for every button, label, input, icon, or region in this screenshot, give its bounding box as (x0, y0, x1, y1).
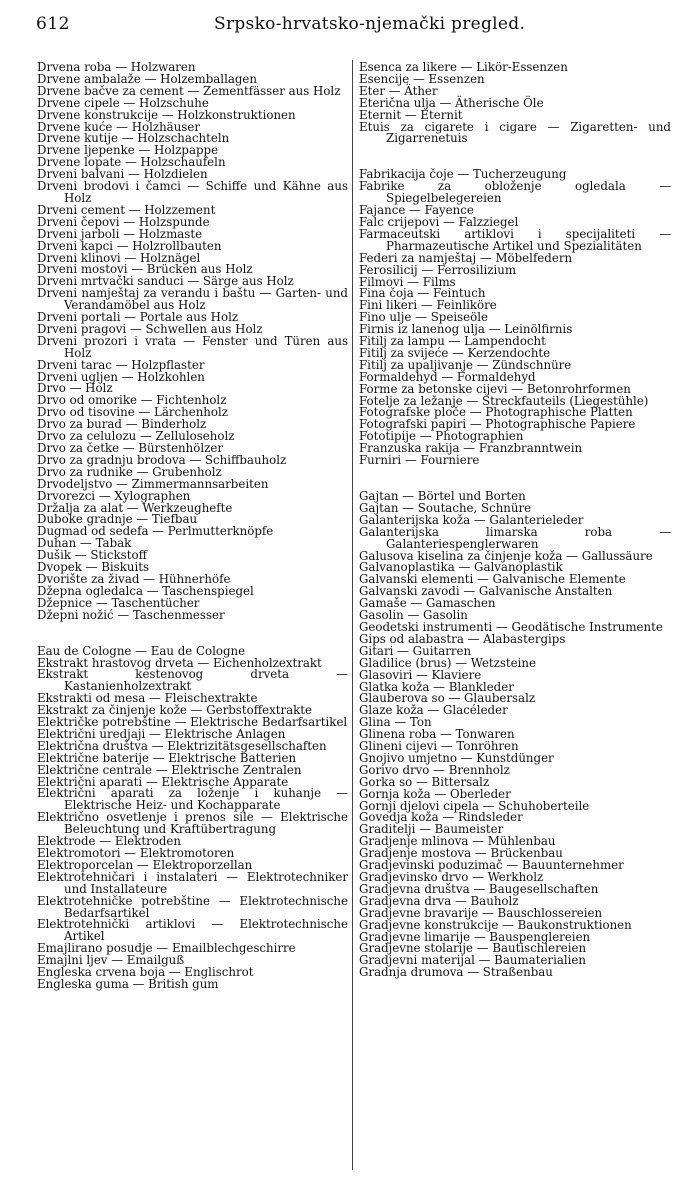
dictionary-entry: Galvanski zavodi — Galvanische Anstalten (359, 584, 613, 599)
dictionary-entry: Fitilj za lampu — Lampendocht (359, 334, 546, 349)
dictionary-entry: Glina — Ton (359, 715, 432, 730)
dictionary-entry: Firnis iz lanenog ulja — Leinölfirnis (359, 322, 573, 337)
dictionary-entry: Drveni mrtvački sanduci — Särge aus Holz (37, 274, 294, 289)
section-gap (37, 622, 348, 646)
dictionary-entry: Drveni cement — Holzzement (37, 202, 216, 217)
dictionary-entry: Duhan — Tabak (37, 536, 132, 551)
dictionary-entry: Džepnice — Taschentücher (37, 595, 200, 610)
dictionary-entry: Farmaceutski artiklovi i specijaliteti — Pharmazeutische Artikel und Spezialitäten (359, 226, 671, 253)
dictionary-entry: Električne centrale — Elektrische Zentralen (37, 762, 302, 777)
dictionary-entry: Ekstrakti od mesa — Fleischextrakte (37, 691, 258, 706)
dictionary-entry: Drvene bačve za cement — Zementfässer aus Holz (37, 83, 341, 98)
dictionary-entry: Držalja za alat — Werkzeughefte (37, 500, 233, 515)
dictionary-entry: Emajlirano posudje — Emailblechgeschirre (37, 941, 296, 956)
dictionary-entry: Eter — Äther (359, 83, 438, 98)
dictionary-entry: Gorka so — Bittersalz (359, 774, 490, 789)
dictionary-entry: Eternit — Eternit (359, 107, 463, 122)
dictionary-entry: Eau de Cologne — Eau de Cologne (37, 643, 246, 658)
dictionary-entry: Drvena roba — Holzwaren (37, 60, 196, 74)
dictionary-entry: Džepna ogledalca — Taschenspiegel (37, 583, 254, 598)
dictionary-entry: Fotografske ploče — Photographische Platten (359, 405, 633, 420)
dictionary-entry: Galanterijska limarska roba — Galanteriespenglerwaren (359, 524, 671, 551)
dictionary-entry: Federi za namještaj — Möbelfedern (359, 250, 573, 265)
dictionary-entry: Drvo za burad — Binderholz (37, 417, 207, 432)
page-title: Srpsko-hrvatsko-njemački pregled. (214, 14, 526, 34)
dictionary-entry: Fina čoja — Feintuch (359, 286, 486, 301)
dictionary-entry: Galvanski elementi — Galvanische Elemente (359, 572, 626, 587)
dictionary-entry: Graditelji — Baumeister (359, 822, 504, 837)
dictionary-entry: Duboke gradnje — Tiefbau (37, 512, 198, 527)
dictionary-entry: Drveni mostovi — Brücken aus Holz (37, 262, 253, 277)
right-column (359, 62, 671, 979)
dictionary-entry: Galvanoplastika — Galvanoplastik (359, 560, 563, 575)
dictionary-entry: Drveni pragovi — Schwellen aus Holz (37, 321, 263, 336)
dictionary-entry: Galusova kiselina za činjenje koža — Gallussäure (359, 548, 653, 563)
dictionary-entry: Drveni jarboli — Holzmaste (37, 226, 203, 241)
dictionary-entry: Gradjevna drva — Bauholz (359, 893, 519, 908)
section-e-continued (359, 62, 671, 145)
dictionary-entry: Gasolin — Gasolin (359, 608, 468, 623)
dictionary-entry: Formaldehyd — Formaldehyd (359, 369, 536, 384)
left-column (37, 62, 348, 991)
dictionary-entry: Gamaše — Gamaschen (359, 596, 496, 611)
dictionary-entry: Dušik — Stickstoff (37, 548, 147, 563)
dictionary-entry: Engleska guma — British gum (37, 976, 219, 991)
dictionary-entry: Gorivo drvo — Brennholz (359, 762, 510, 777)
dictionary-entry: Drvo za celulozu — Zelluloseholz (37, 429, 235, 444)
dictionary-entry: Gornji djelovi cipela — Schuhoberteile (359, 798, 590, 813)
dictionary-entry: Filmovi — Films (359, 274, 456, 289)
dictionary-entry: Glinena roba — Tonwaren (359, 727, 515, 742)
dictionary-entry: Drveni klinovi — Holznägel (37, 250, 201, 265)
dictionary-entry: Drvorezci — Xylographen (37, 488, 191, 503)
dictionary-entry: Drvo od omorike — Fichtenholz (37, 393, 227, 408)
page-number: 612 (36, 14, 70, 34)
dictionary-entry: Glineni cijevi — Tonröhren (359, 739, 519, 754)
dictionary-entry: Drvo za gradnju brodova — Schiffbauholz (37, 452, 287, 467)
dictionary-entry: Drvene ambalaže — Holzemballagen (37, 71, 258, 86)
dictionary-entry: Drveni kapci — Holzrollbauten (37, 238, 222, 253)
dictionary-entry: Fotelje za ležanje — Streckfauteils (Liegestühle) (359, 393, 649, 408)
dictionary-entry: Električna društva — Elektrizitätsgesellschaften (37, 738, 327, 753)
dictionary-entry: Eterična ulja — Ätherische Öle (359, 95, 544, 110)
dictionary-entry: Drveni ugljen — Holzkohlen (37, 369, 205, 384)
dictionary-entry: Drveni prozori i vrata — Fenster und Türen aus Holz (37, 333, 348, 360)
dictionary-entry: Geodetski instrumenti — Geodätische Instrumente (359, 619, 663, 634)
dictionary-entry: Gradjevinski poduzimač — Bauunternehmer (359, 858, 624, 873)
dictionary-entry: Falc crijepovi — Falzziegel (359, 214, 519, 229)
column-divider (352, 60, 353, 1170)
dictionary-entry: Gradjevne limarije — Bauspenglereien (359, 929, 591, 944)
dictionary-entry: Engleska crvena boja — Englischrot (37, 965, 254, 980)
dictionary-entry: Gips od alabastra — Alabastergips (359, 631, 566, 646)
dictionary-entry: Furniri — Fourniere (359, 453, 480, 468)
dictionary-entry: Glasoviri — Klaviere (359, 667, 482, 682)
dictionary-entry: Džepni nožić — Taschenmesser (37, 607, 225, 622)
dictionary-entry: Drvo za četke — Bürstenhölzer (37, 441, 223, 455)
dictionary-entry: Električne baterije — Elektrische Batterien (37, 750, 297, 765)
dictionary-entry: Elektrotehničke potrebštine — Elektrotechnische Bedarfsartikel (37, 893, 348, 920)
dictionary-entry: Fabrike za obloženje ogledala — Spiegelbelegereien (359, 179, 671, 206)
dictionary-entry: Dvorište za živad — Hühnerhöfe (37, 571, 231, 586)
dictionary-entry: Gradjevne stolarije — Bautischlereien (359, 941, 587, 956)
dictionary-entry: Ekstrakt hrastovog drveta — Eichenholzextrakt (37, 655, 322, 670)
dictionary-entry: Glaze koža — Glacéleder (359, 703, 508, 718)
dictionary-entry: Ferosilicij — Ferrosilizium (359, 262, 517, 277)
dictionary-entry: Gornja koža — Oberleder (359, 786, 511, 801)
dictionary-entry: Elektroporcelan — Elektroporzellan (37, 857, 253, 872)
dictionary-entry: Gajtan — Soutache, Schnüre (359, 500, 532, 515)
dictionary-entry: Drveni portali — Portale aus Holz (37, 310, 239, 325)
dictionary-entry: Fabrikacija čoje — Tucherzeugung (359, 167, 567, 182)
dictionary-entry: Gradjevne bravarije — Bauschlossereien (359, 905, 603, 920)
dictionary-entry: Ekstrakt za činjenje kože — Gerbstoffextrakte (37, 703, 313, 718)
dictionary-entry: Elektromotori — Elektromotoren (37, 846, 235, 860)
dictionary-entry: Gladilice (brus) — Wetzsteine (359, 655, 537, 670)
dictionary-entry: Gajtan — Börtel und Borten (359, 489, 526, 503)
dictionary-entry: Drvo — Holz (37, 381, 113, 396)
section-g (359, 491, 671, 979)
dictionary-entry: Drveni balvani — Holzdielen (37, 167, 208, 182)
dictionary-entry: Drvodeljstvo — Zimmermannsarbeiten (37, 476, 269, 491)
dictionary-entry: Gradjenje mostova — Brückenbau (359, 846, 563, 861)
dictionary-entry: Fitilj za upaljivanje — Zündschnüre (359, 357, 572, 372)
dictionary-entry: Fototipije — Photographien (359, 429, 524, 444)
dictionary-entry: Gradnja drumova — Straßenbau (359, 965, 553, 980)
dictionary-entry: Električno osvetlenje i prenos sile — Elektrische Beleuchtung und Kraftübertragung (37, 810, 348, 837)
dictionary-entry: Drvene kuće — Holzhäuser (37, 119, 200, 134)
dictionary-entry: Glauberova so — Glaubersalz (359, 691, 536, 706)
dictionary-entry: Gitari — Guitarren (359, 643, 472, 658)
dictionary-entry: Drveni namještaj za verandu i baštu — Garten- und Verandamöbel aus Holz (37, 286, 348, 313)
dictionary-entry: Fini likeri — Feinliköre (359, 298, 497, 313)
dictionary-entry: Drvo za rudnike — Grubenholz (37, 464, 222, 479)
dictionary-entry: Drvene lopate — Holzschaufeln (37, 155, 226, 170)
dictionary-entry: Električke potrebštine — Elektrische Bedarfsartikel (37, 715, 348, 730)
dictionary-entry: Govedja koža — Rindsleder (359, 810, 523, 825)
dictionary-entry: Električni aparati za loženje i kuhanje — Elektrische Heiz- und Kochapparate (37, 786, 348, 813)
dictionary-entry: Drveni tarac — Holzpflaster (37, 357, 205, 372)
section-e (37, 643, 348, 991)
dictionary-entry: Drvene ljepenke — Holzpappe (37, 143, 219, 158)
dictionary-entry: Drvene cipele — Holzschuhe (37, 95, 209, 110)
dictionary-entry: Etuis za cigarete i cigare — Zigaretten- und Zigarrenetuis (359, 119, 671, 146)
section-gap (359, 145, 671, 169)
dictionary-entry: Drvo od tisovine — Lärchenholz (37, 405, 228, 420)
section-d (37, 62, 348, 622)
dictionary-entry: Drveni čepovi — Holzspunde (37, 214, 210, 229)
dictionary-entry: Elektrotehnički artiklovi — Elektrotechnische Artikel (37, 917, 348, 944)
dictionary-entry: Emajlni ljev — Emailguß (37, 953, 185, 968)
dictionary-entry: Gradjevna društva — Baugesellschaften (359, 881, 599, 896)
dictionary-entry: Fitilj za svijeće — Kerzendochte (359, 345, 551, 360)
dictionary-entry: Franzuska rakija — Franzbranntwein (359, 441, 583, 456)
dictionary-entry: Drveni brodovi i čamci — Schiffe und Kähne aus Holz (37, 179, 348, 205)
dictionary-entry: Ekstrakt kestenovog drveta — Kastanienholzextrakt (37, 667, 348, 694)
dictionary-entry: Drvene kutije — Holzschachteln (37, 131, 230, 146)
dictionary-entry: Fajance — Fayence (359, 203, 474, 218)
dictionary-entry: Gradjevni materijal — Baumaterialien (359, 953, 586, 968)
section-gap (359, 467, 671, 491)
dictionary-entry: Glatka koža — Blankleder (359, 679, 514, 694)
dictionary-entry: Električni aparati — Elektrische Apparate (37, 774, 289, 789)
dictionary-entry: Esenca za likere — Likör-Essenzen (359, 60, 568, 74)
dictionary-entry: Gradjevinsko drvo — Werkholz (359, 870, 544, 884)
dictionary-entry: Elektrode — Elektroden (37, 834, 181, 849)
dictionary-entry: Fotografski papiri — Photographische Papiere (359, 417, 636, 432)
dictionary-entry: Forme za betonske cijevi — Betonrohrformen (359, 381, 631, 396)
dictionary-entry: Fino ulje — Speiseöle (359, 310, 488, 325)
dictionary-entry: Gradjenje mlinova — Mühlenbau (359, 834, 556, 849)
dictionary-entry: Galanterijska koža — Galanterieleder (359, 512, 584, 527)
dictionary-entry: Dvopek — Biskuits (37, 560, 150, 575)
dictionary-entry: Esencije — Essenzen (359, 71, 485, 86)
dictionary-entry: Gnojivo umjetno — Kunstdünger (359, 750, 554, 765)
dictionary-entry: Dugmad od sedefa — Perlmutterknöpfe (37, 524, 274, 539)
section-f (359, 169, 671, 467)
dictionary-entry: Drvene konstrukcije — Holzkonstruktionen (37, 107, 296, 122)
dictionary-entry: Električni uredjaji — Elektrische Anlagen (37, 726, 286, 741)
dictionary-entry: Elektrotehničari i instalateri — Elektrotechniker und Installateure (37, 869, 348, 896)
dictionary-entry: Gradjevne konstrukcije — Baukonstruktionen (359, 917, 632, 932)
